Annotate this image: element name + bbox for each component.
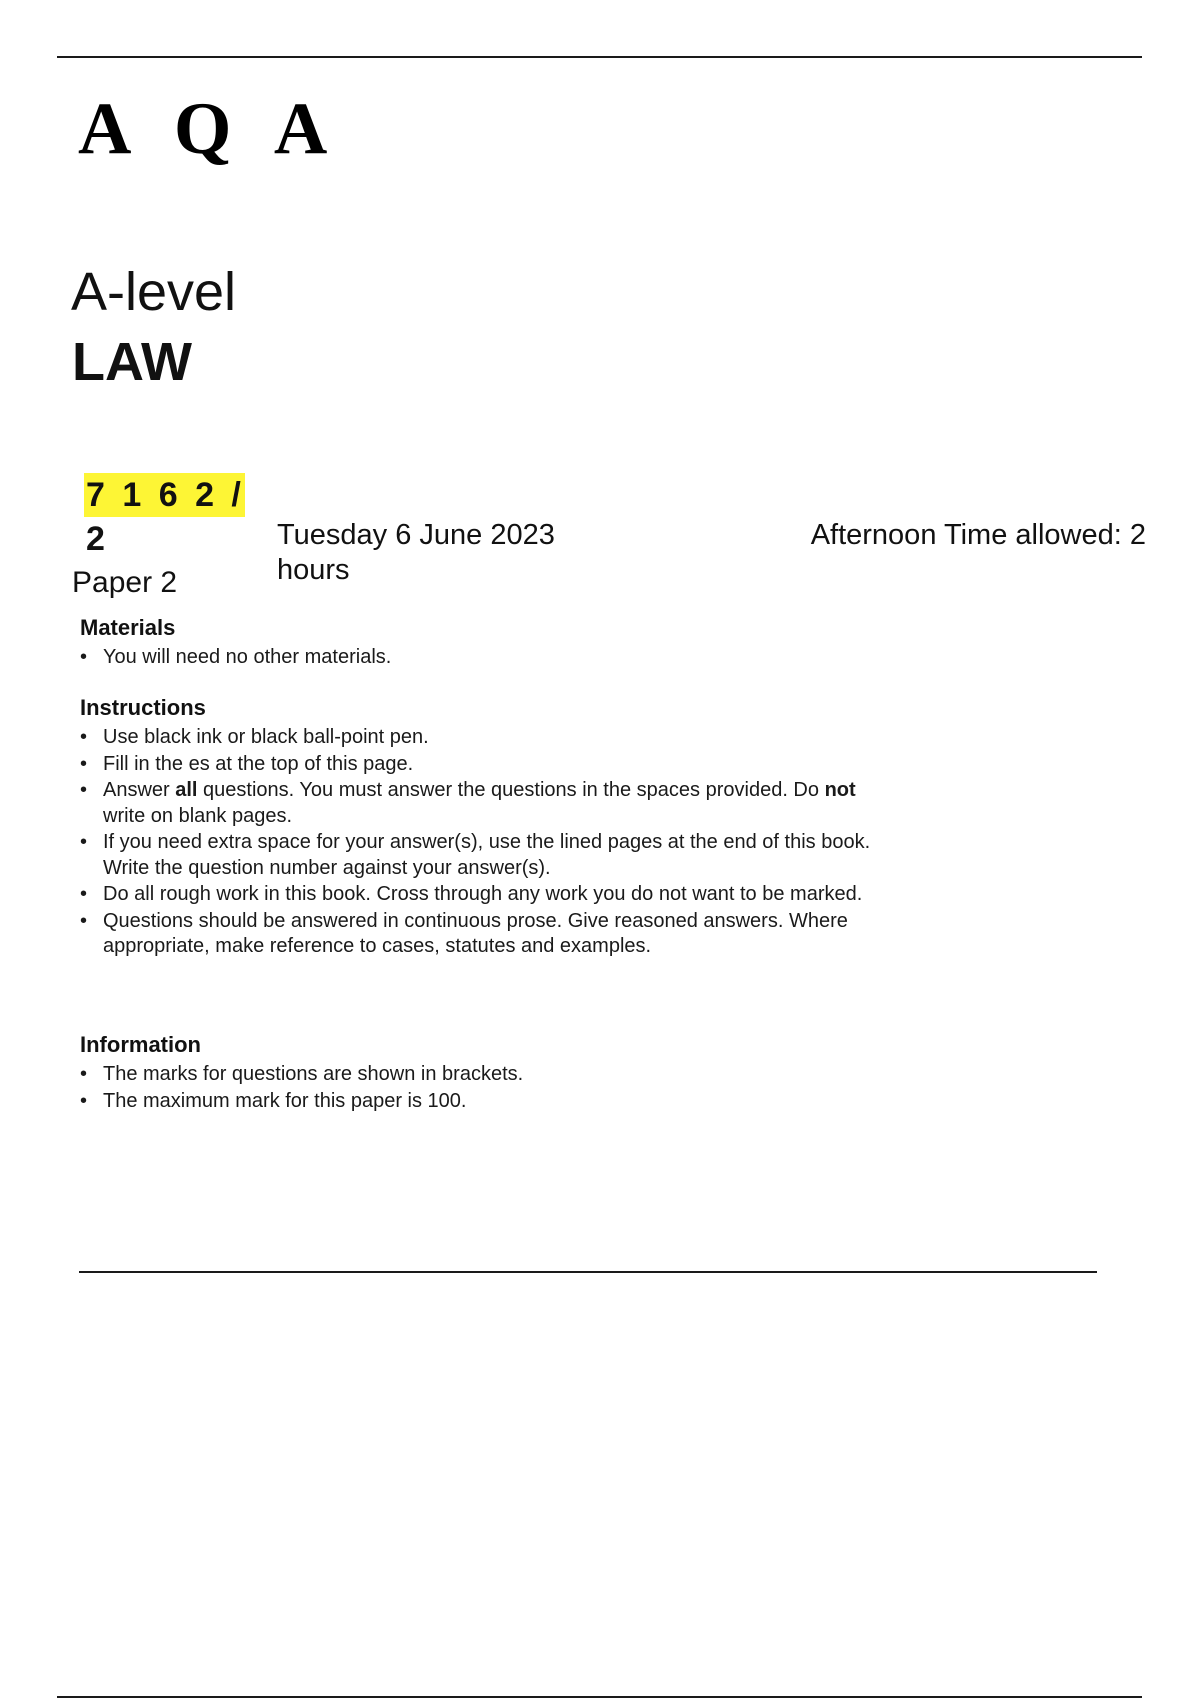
exam-date-text: Tuesday 6 June 2023: [277, 519, 555, 551]
information-list: [80, 1062, 880, 1114]
duration-continuation: hours: [277, 554, 350, 586]
materials-section: [80, 614, 880, 672]
list-item: • Questions should be answered in continuous prose. Give reasoned answers. Where appropriate, make reference to cases, statutes and examples.: [80, 909, 880, 960]
emphasis-all: all: [175, 779, 198, 801]
list-item: • Do all rough work in this book. Cross through any work you do not want to be marked.: [80, 882, 880, 908]
list-item: • Fill in the es at the top of this page.: [80, 752, 880, 778]
top-rule: [57, 56, 1142, 58]
instructions-list: [80, 725, 880, 960]
exam-date: [277, 518, 597, 588]
information-heading: Information: [80, 1032, 201, 1057]
aqa-logo: A Q A: [78, 88, 342, 170]
text-run: questions. You must answer the questions in the spaces provided. Do: [197, 779, 825, 801]
qualification-level: A-level: [71, 262, 237, 322]
list-item: • The maximum mark for this paper is 100.: [80, 1089, 880, 1115]
subject-title: LAW: [72, 332, 192, 392]
bottom-rule: [57, 1696, 1142, 1698]
list-item: • You will need no other materials.: [80, 645, 880, 671]
emphasis-not: not: [824, 779, 856, 801]
section-divider: [79, 1271, 1097, 1273]
list-item: • The marks for questions are shown in brackets.: [80, 1062, 880, 1088]
paper-code-highlight: 7 1 6 2 / 2: [84, 473, 245, 517]
paper-number: Paper 2: [72, 566, 178, 599]
instructions-section: [80, 694, 880, 961]
information-section: [80, 1031, 880, 1115]
materials-list: [80, 645, 880, 671]
session-time: Afternoon Time allowed: 2: [810, 519, 1146, 551]
text-run: write on blank pages.: [103, 804, 293, 827]
materials-heading: Materials: [80, 615, 176, 640]
text-run: Answer: [103, 779, 176, 801]
list-item: • Use black ink or black ball-point pen.: [80, 725, 880, 751]
list-item: [80, 778, 880, 829]
list-item: • If you need extra space for your answer(s), use the lined pages at the end of this book. Write the question number against your answer(s).: [80, 830, 880, 881]
instructions-heading: Instructions: [80, 695, 206, 720]
